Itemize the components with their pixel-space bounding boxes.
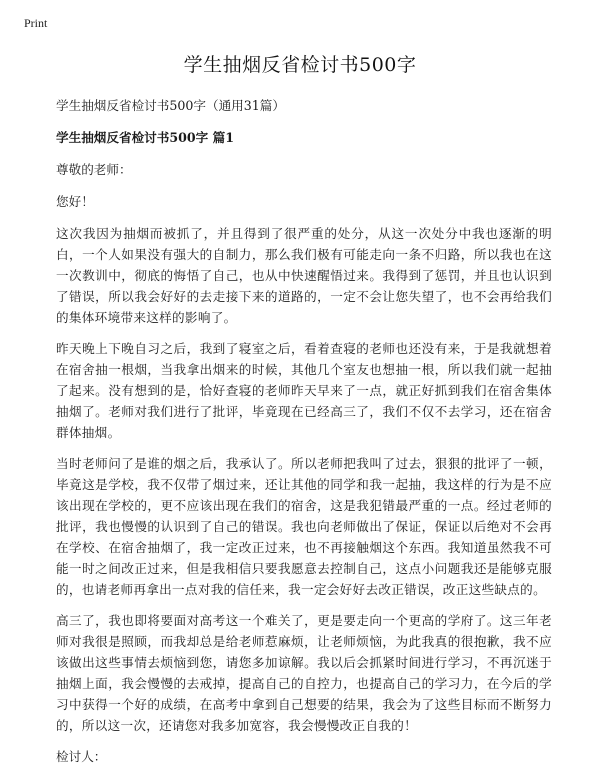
document-title: 学生抽烟反省检讨书500字: [183, 54, 417, 76]
section-heading: 学生抽烟反省检讨书500字 篇1: [56, 130, 234, 145]
paragraph-1: 这次我因为抽烟而被抓了，并且得到了很严重的处分，从这一次处分中我也逐渐的明白，一个人如果没有强大的自制力，那么我们极有可能走向一条不归路，所以我也在这一次教训中，彻底的悔悟了自己，也从中快速醒悟过来。我得到了惩罚，并且也认识到了错误，所以我会好好的去走接下来的道路的，一定不会让您失望了，也不会再给我们的集体环境带来这样的影响了。: [56, 226, 552, 325]
paragraph-3: 当时老师问了是谁的烟之后，我承认了。所以老师把我叫了过去，狠狠的批评了一顿，毕竟这是学校，我不仅带了烟过来，还让其他的同学和我一起抽，我这样的行为是不应该出现在学校的，更不应该出现在我们的宿舍，这是我犯错最严重的一点。经过老师的批评，我也慢慢的认识到了自己的错误。我也向老师做出了保证，保证以后绝对不会再在学校、在宿舍抽烟了，我一定改正过来，也不再接触烟这个东西。我知道虽然我不可能一时之间改正过来，但是我相信只要我愿意去控制自己，这点小问题我还是能够克服的，也请老师再拿出一点对我的信任来，我一定会好好去改正错误，改正这些缺点的。: [56, 456, 552, 597]
signature-line: 检讨人：: [56, 749, 107, 764]
paragraph-4: 高三了，我也即将要面对高考这一个难关了，更是要走向一个更高的学府了。这三年老师对我很是照顾，而我却总是给老师惹麻烦，让老师烦恼，为此我真的很抱歉，我不应该做出这些事情去烦恼到您，请您多加谅解。我以后会抓紧时间进行学习，不再沉迷于抽烟上面，我会慢慢的去戒掉，提高自己的自控力，也提高自己的学习力，在今后的学习中获得一个好的成绩，在高考中拿到自己想要的结果，我会为了这些目标而不断努力的，所以这一次，还请您对我多加宽容，我会慢慢改正自我的！: [56, 613, 552, 733]
greeting: 您好！: [56, 194, 94, 209]
document-body: [56, 95, 552, 767]
document-subtitle: 学生抽烟反省检讨书500字（通用31篇）: [56, 98, 285, 113]
print-label: Print: [24, 16, 48, 30]
paragraph-2: 昨天晚上下晚自习之后，我到了寝室之后，看着查寝的老师也还没有来，于是我就想着在宿舍抽一根烟，当我拿出烟来的时候，其他几个室友也想抽一根，所以我们就一起抽了起来。没有想到的是，恰好查寝的老师昨天早来了一点，就正好抓到我们在宿舍集体抽烟了。老师对我们进行了批评，毕竟现在已经高三了，我们不仅不去学习，还在宿舍群体抽烟。: [56, 341, 552, 440]
salutation: 尊敬的老师：: [56, 162, 132, 177]
